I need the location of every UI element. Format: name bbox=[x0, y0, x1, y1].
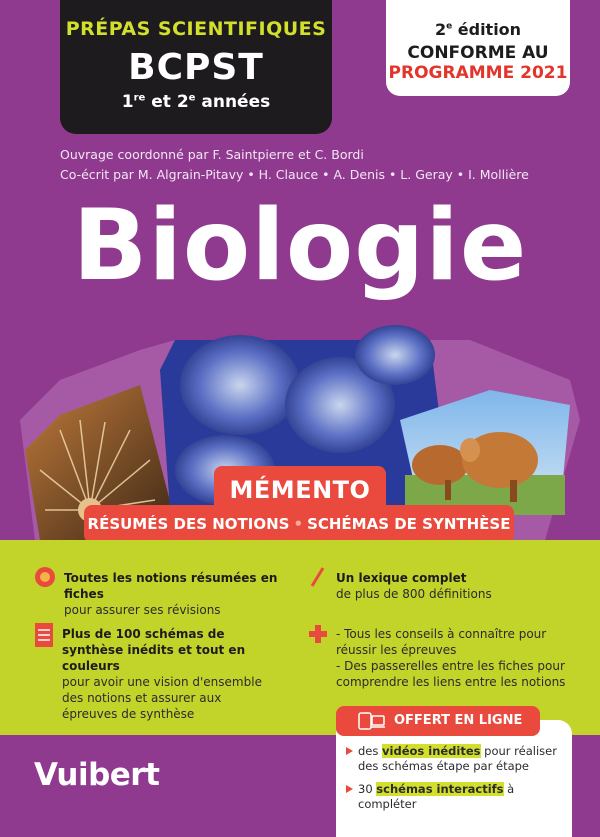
publisher-logo: Vuibert bbox=[34, 757, 160, 793]
authors-cowriters: Co-écrit par M. Algrain-Pitavy • H. Clauce • A. Denis • L. Geray • I. Mollière bbox=[60, 167, 529, 182]
feature-schemas: Plus de 100 schémas de synthèse inédits et tout en couleurs pour avoir une vision d'ensemble des notions et assurer aux épreuves de synthèse bbox=[62, 627, 262, 721]
edition-number: 2e édition bbox=[434, 20, 522, 39]
online-offer-header: OFFERT EN LIGNE bbox=[336, 706, 540, 736]
series-block bbox=[60, 0, 332, 134]
offer-item-interactifs: 30 schémas interactifs à compléter bbox=[344, 782, 564, 812]
memento-subtitle: RÉSUMÉS DES NOTIONS • SCHÉMAS DE SYNTHÈSE bbox=[84, 505, 514, 543]
track-title: BCPST bbox=[128, 47, 264, 88]
programme-label: PROGRAMME 2021 bbox=[388, 63, 568, 83]
years-label: 1re et 2e années bbox=[121, 92, 271, 112]
document-icon bbox=[34, 622, 54, 648]
memento-badge: MÉMENTO bbox=[214, 466, 386, 514]
authors-coordination: Ouvrage coordonné par F. Saintpierre et C. Bordi bbox=[60, 147, 364, 162]
authors bbox=[60, 145, 529, 185]
feature-lexique: Un lexique complet de plus de 800 définitions bbox=[336, 571, 492, 601]
series-name: PRÉPAS SCIENTIFIQUES bbox=[65, 18, 327, 40]
conforme-label: CONFORME AU bbox=[407, 43, 549, 63]
devices-icon bbox=[358, 712, 386, 730]
badge-icon bbox=[34, 566, 56, 588]
feature-conseils: - Tous les conseils à connaître pour réussir les épreuves - Des passerelles entre les fiches pour comprendre les liens entre les notions bbox=[336, 627, 566, 689]
pencil-icon bbox=[308, 566, 326, 590]
edition-badge bbox=[386, 0, 570, 96]
book-title: Biologie bbox=[72, 189, 528, 303]
offer-item-videos: des vidéos inédites pour réaliser des schémas étape par étape bbox=[344, 744, 564, 774]
online-offer-list bbox=[344, 744, 564, 820]
feature-fiches: Toutes les notions résumées en fiches pour assurer ses révisions bbox=[64, 571, 278, 617]
plus-icon bbox=[308, 624, 328, 644]
